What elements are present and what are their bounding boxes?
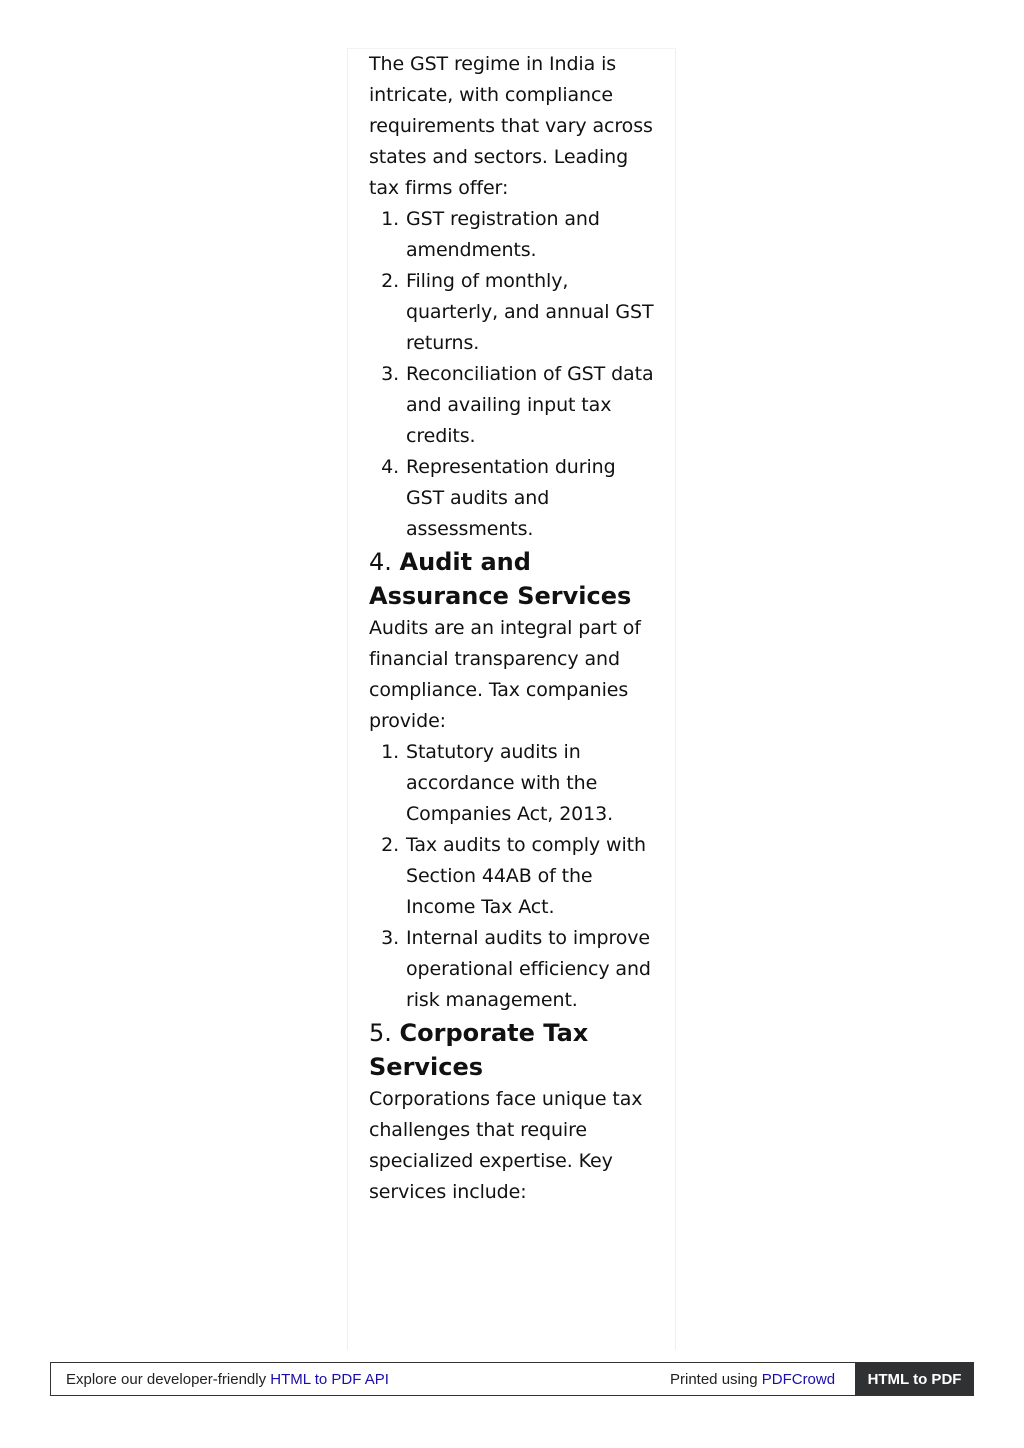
footer-explore-text: Explore our developer-friendly	[66, 1371, 267, 1388]
audit-intro-paragraph: Audits are an integral part of financial transparency and compliance. Tax companies provide:	[369, 617, 641, 732]
pdf-footer-bar	[50, 1362, 974, 1396]
section-title: Audit and Assurance Services	[369, 548, 632, 610]
html-to-pdf-api-link[interactable]: HTML to PDF API	[270, 1371, 389, 1388]
list-item: 4. Representation during GST audits and assessments.	[405, 452, 655, 545]
audit-services-list	[369, 737, 655, 1016]
section-number: 4.	[369, 548, 392, 576]
footer-explore	[66, 1371, 389, 1388]
list-item: 3. Internal audits to improve operational efficiency and risk management.	[405, 923, 655, 1016]
footer-printed	[670, 1371, 835, 1388]
html-to-pdf-badge[interactable]: HTML to PDF	[855, 1362, 974, 1396]
article-column	[347, 48, 676, 1350]
section-title: Corporate Tax Services	[369, 1019, 589, 1081]
gst-services-list	[369, 204, 655, 545]
corporate-intro-paragraph: Corporations face unique tax challenges that require specialized expertise. Key services include:	[369, 1088, 643, 1203]
list-item: 1. Statutory audits in accordance with the Companies Act, 2013.	[405, 737, 655, 830]
pdfcrowd-link[interactable]: PDFCrowd	[761, 1371, 836, 1388]
section-5-heading	[369, 1016, 655, 1084]
footer-printed-text: Printed using	[670, 1371, 758, 1388]
section-4-heading	[369, 545, 655, 613]
list-item: 2. Tax audits to comply with Section 44AB of the Income Tax Act.	[405, 830, 655, 923]
gst-intro-paragraph: The GST regime in India is intricate, with compliance requirements that vary across states and sectors. Leading tax firms offer:	[369, 53, 653, 199]
section-number: 5.	[369, 1019, 392, 1047]
list-item: 2. Filing of monthly, quarterly, and annual GST returns.	[405, 266, 655, 359]
list-item: 3. Reconciliation of GST data and availing input tax credits.	[405, 359, 655, 452]
list-item: 1. GST registration and amendments.	[405, 204, 655, 266]
